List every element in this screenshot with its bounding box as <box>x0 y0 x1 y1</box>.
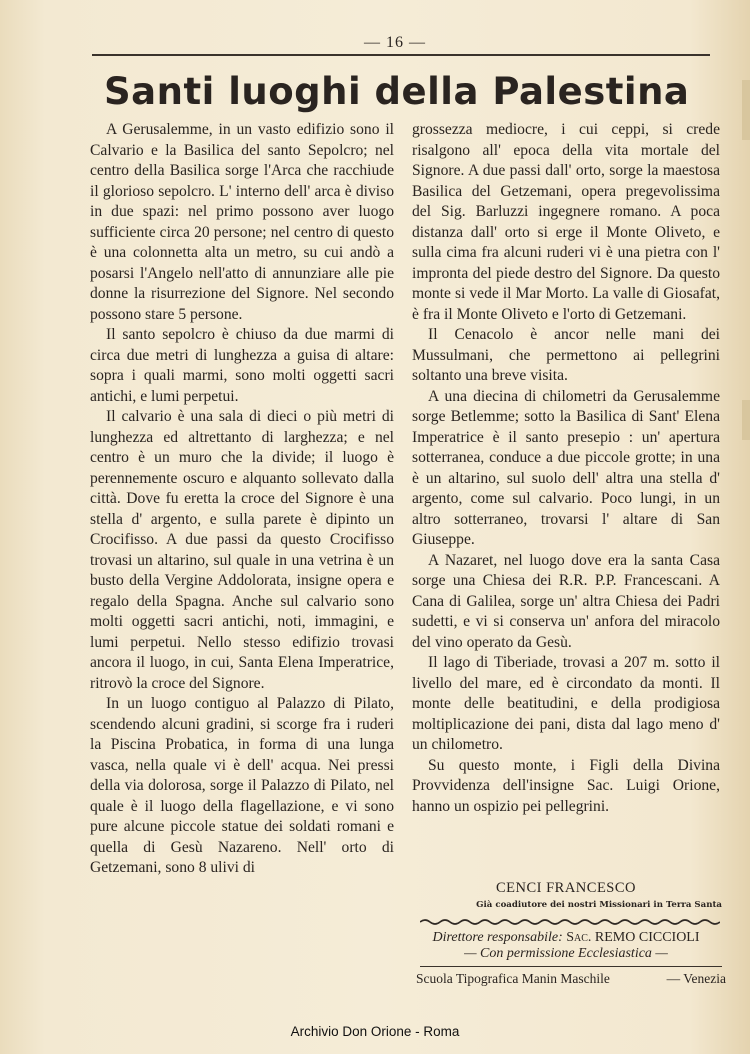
paragraph: A Gerusalemme, in un vasto edifizio sono il Calvario e la Basilica del santo Sepolcro; nel centro della Basilica sorge l'Arca che racchiude il glorioso sepolcro. L' interno dell' arca è diviso in due spazi: nel primo possono aver luogo sufficiente circa 20 persone; nel centro di questo è una colonnetta alta un metro, su cui andò a posarsi l'Angelo nell'atto di annunziare alle pie donne la risurrezione del Signore. Nel secondo possono stare 5 persone. <box>90 121 394 323</box>
page-number: — 16 — <box>364 34 426 51</box>
colophon-rule <box>420 966 722 967</box>
paragraph: Su questo monte, i Figli della Divina Provvidenza dell'insigne Sac. Luigi Orione, hanno un ospizio pei pellegrini. <box>412 756 720 815</box>
editor-line <box>412 930 720 946</box>
paragraph: A Nazaret, nel luogo dove era la santa Casa sorge una Chiesa dei R.R. P.P. Francescani. A Cana di Galilea, sorge un' altra Chiesa dei Padri sudetti, e vi si conserva un' anfora del miracolo del vino operato da Gesù. <box>412 551 720 651</box>
paragraph: grossezza mediocre, i cui ceppi, si crede risalgono all' epoca della vita mortale del Signore. A due passi dall' orto, sorge la maestosa Basilica del Getzemani, opera pregevolissima del Sig. Barluzzi ingegnere romano. A poca distanza dall' orto si erge il Monte Oliveto, e sulla cima fra alcuni ruderi vi è una pietra con l' impronta del piede destro del Signore. Da questo monte si vede il Mar Morto. La valle di Giosafat, è fra il Monte Oliveto e l'orto di Getzemani. <box>412 121 720 323</box>
paragraph: Il Cenacolo è ancor nelle mani dei Mussulmani, che permettono ai pellegrini soltanto una breve visita. <box>412 326 720 384</box>
author-signature: CENCI FRANCESCO <box>495 880 637 896</box>
article-title: Santi luoghi della Palestina <box>104 70 690 113</box>
printer-line <box>416 971 726 987</box>
editor-name: Sac. REMO CICCIOLI <box>566 930 700 945</box>
printer-name: Scuola Tipografica Manin Maschile <box>416 971 610 986</box>
ecclesiastical-permission: — Con permissione Ecclesiastica — <box>464 946 668 961</box>
page-edge-stain <box>742 80 750 140</box>
editor-label: Direttore responsabile: <box>432 930 563 945</box>
left-column <box>90 120 394 879</box>
paragraph: Il lago di Tiberiade, trovasi a 207 m. sotto il livello del mare, ed è circondato da monti. Il monte delle beatitudini, e della prodigiosa moltiplicazione dei pani, dista dal lago meno d' un chilometro. <box>412 654 720 753</box>
paragraph: In un luogo contiguo al Palazzo di Pilato, scendendo alcuni gradini, si scorge fra i ruderi la Piscina Probatica, in forma di una lunga vasca, nella quale vi è dell' acqua. Nei pressi della via dolorosa, sorge il Palazzo di Pilato, nel quale è il luogo della flagellazione, e vi sono pure alcune piccole statue dei soldati romani e quella di Gesù Nazareno. Nell' orto di Getzemani, sono 8 ulivi di <box>90 695 394 876</box>
decorative-wavy-rule <box>420 917 720 927</box>
header-rule <box>92 54 710 56</box>
page-edge-stain <box>742 400 750 440</box>
paragraph: Il santo sepolcro è chiuso da due marmi di circa due metri di lunghezza a guisa di altare: sopra i quali marmi, sono molti oggetti sacri antichi, e lumi perpetui. <box>90 326 394 405</box>
printer-city: — Venezia <box>666 971 726 986</box>
author-note: Già coadiutore dei nostri Missionari in Terra Santa <box>476 900 722 910</box>
paragraph: A una diecina di chilometri da Gerusalemme sorge Betlemme; sotto la Basilica di Sant' Elena Imperatrice è il santo presepio : un' apertura sotterranea, conduce a due piccole grotte; in una è un altarino, sul suolo dell' altra una stella d' argento, come sul calvario. Poco lungi, in un altro sotterraneo, trovarsi l' altare di San Giuseppe. <box>412 387 720 548</box>
archive-label: Archivio Don Orione - Roma <box>290 1024 460 1039</box>
paragraph: Il calvario è una sala di dieci o più metri di lunghezza ed altrettanto di larghezza; e nel centro è un muro che la divide; il luogo è perennemente oscuro e alquanto sollevato dalla città. Dove fu eretta la croce del Signore è una stella d' argento, e sulla parete è dipinto un Crocifisso. A due passi da questo Crocifisso trovasi un altarino, sul quale in una vetrina è un busto della Vergine Addolorata, insigne opera e regalo della Spagna. Anche sul calvario sono molti oggetti sacri antichi, noti, immagini, e lumi perpetui. Nello stesso edifizio trovasi ancora il luogo, in cui, Santa Elena Imperatrice, ritrovò la croce del Signore. <box>90 408 394 692</box>
right-column <box>412 120 720 817</box>
